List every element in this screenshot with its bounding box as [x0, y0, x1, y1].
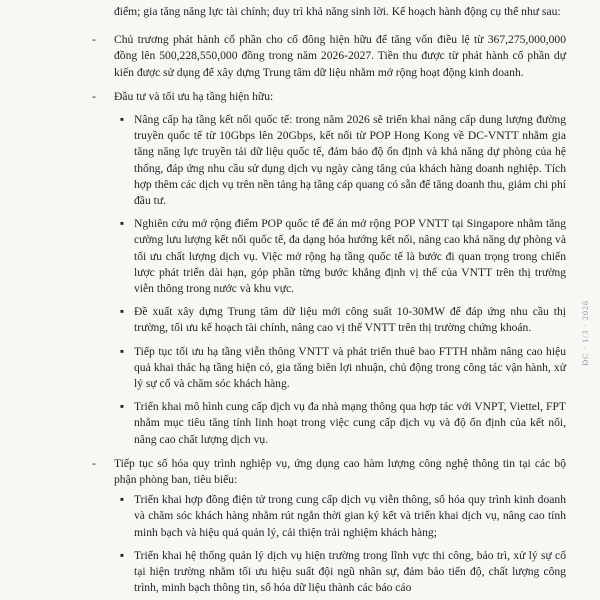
sub-list-item-text: Tiếp tục tối ưu hạ tầng viễn thông VNTT và phát triển thuê bao FTTH nhằm nâng cao hiệu quả khai thác hạ tầng hiện có, gia tăng biên lợi nhuận, chủ động trong công tác vận hành, xử lý sự cố và chăm sóc khách hàng.: [134, 344, 566, 391]
sub-list-item: [92, 344, 566, 393]
dash-bullet: -: [92, 89, 96, 103]
sub-list-item: [92, 548, 566, 597]
side-stamp: ĐC · 1/3 · 2026: [580, 300, 590, 366]
sub-list-item-text: Triển khai hệ thống quản lý dịch vụ hiện trường trong lĩnh vực thi công, bảo trì, xử lý sự cố tại hiện trường nhằm tối ưu hiệu suất đội ngũ nhân sự, đảm bảo tiến độ, chất lượng công trình, minh bạch thông tin, số hóa dữ liệu thành các báo cáo: [134, 548, 566, 595]
square-bullet: ▪: [119, 400, 124, 414]
square-bullet: ▪: [119, 113, 124, 127]
sub-list-item: [92, 304, 566, 336]
sub-list-item-text: Triển khai mô hình cung cấp dịch vụ đa nhà mạng thông qua hợp tác với VNPT, Viettel, FPT nhằm mục tiêu tăng tính linh hoạt trong việc cung cấp dịch vụ và độ ổn định của kết nối, nâng cao chất lượng dịch vụ.: [134, 400, 566, 446]
list-item: [92, 89, 566, 105]
list-item: [92, 32, 566, 81]
sub-list-item: [92, 399, 566, 448]
dash-bullet: -: [92, 33, 96, 47]
sub-list-item-text: Đề xuất xây dựng Trung tâm dữ liệu mới công suất 10-30MW để đáp ứng nhu cầu thị trường, tối ưu kế hoạch tài chính, nâng cao vị thế VNTT trên thị trường chứng khoán.: [134, 305, 566, 335]
list-item-text: Tiếp tục số hóa quy trình nghiệp vụ, ứng dụng cao hàm lượng công nghệ thông tin tại các bộ phận phòng ban, tiêu biểu:: [114, 456, 566, 487]
sub-list-item-text: Triển khai hợp đồng điện tử trong cung cấp dịch vụ viễn thông, số hóa quy trình kinh doanh và chăm sóc khách hàng nhằm rút ngắn thời gian ký kết và triển khai dịch vụ, nâng cao tính minh bạch và hiệu quả quản lý, cải thiện trải nghiệm khách hàng;: [134, 493, 566, 539]
list-item: [92, 456, 566, 488]
square-bullet: ▪: [119, 305, 124, 319]
list-item-text: Đầu tư và tối ưu hạ tầng hiện hữu:: [114, 89, 274, 103]
dash-bullet: -: [92, 456, 96, 470]
square-bullet: ▪: [119, 344, 124, 358]
sub-list-item: [92, 112, 566, 209]
sub-list-item-text: Nâng cấp hạ tầng kết nối quốc tế: trong năm 2026 sẽ triển khai nâng cấp dung lượng đường truyền quốc tế từ 10Gbps lên 20Gbps, kết nối từ POP Hong Kong về DC-VNTT nhằm gia tăng năng lực truyền tải dữ liệu quốc tế, đảm bảo độ ổn định và khả năng dự phòng của hệ thống, đáp ứng nhu cầu sử dụng dịch vụ ngày càng tăng của khách hàng doanh nghiệp. Tích hợp thêm các dịch vụ trên nền tảng hạ tầng cáp quang có sẵn để tăng doanh thu, giảm chi phí đầu tư.: [134, 113, 566, 208]
square-bullet: ▪: [119, 493, 124, 507]
sub-list-item: [92, 216, 566, 297]
sub-list-item-text: Nghiên cứu mở rộng điểm POP quốc tế để án mở rộng POP VNTT tại Singapore nhằm tăng cường lưu lượng kết nối quốc tế, đa dạng hóa hướng kết nối, nâng cao khả năng dự phòng và tối ưu chất lượng dịch vụ. Việc mở rộng hạ tầng quốc tế là bước đi quan trọng trong chiến lược phát triển dài hạn, góp phần từng bước khẳng định vị thế của VNTT trên thị trường viễn thông trong nước và khu vực.: [134, 217, 566, 296]
list-item-text: Chủ trương phát hành cổ phần cho cổ đông hiện hữu để tăng vốn điều lệ từ 367,275,000,000 đồng lên 500,228,550,000 đồng trong năm 2026-2027. Tiền thu được từ phát hành cổ phần dự kiến được sử dụng để xây dựng Trung tâm dữ liệu nhằm mở rộng hoạt động kinh doanh.: [114, 33, 566, 79]
square-bullet: ▪: [119, 217, 124, 231]
intro-paragraph: điểm; gia tăng năng lực tài chính; duy trì khả năng sinh lời. Kế hoạch hành động cụ thể như sau:: [114, 5, 561, 18]
square-bullet: ▪: [119, 548, 124, 562]
sub-list-item: [92, 492, 566, 541]
